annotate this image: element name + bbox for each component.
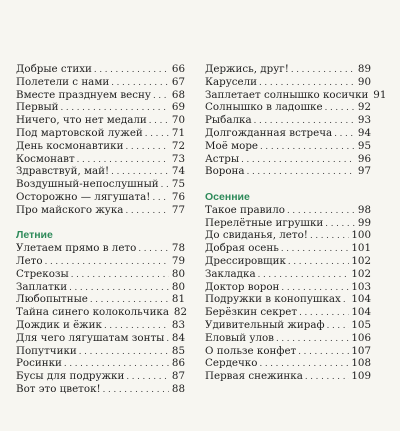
leader-dots <box>325 102 355 115</box>
entry-page: 93 <box>357 114 371 127</box>
entry-title: Моё море <box>205 139 259 152</box>
entry-page: 102 <box>351 254 371 267</box>
toc-entry <box>205 255 371 268</box>
entry-title: Доктор ворон <box>205 280 280 293</box>
entry-page: 73 <box>171 152 185 165</box>
section-heading-autumn: Осенние <box>205 190 250 203</box>
toc-entry <box>205 63 371 76</box>
toc-entry <box>16 140 185 153</box>
toc-entry <box>205 306 371 319</box>
entry-title: Космонавт <box>16 152 75 165</box>
leader-dots <box>166 333 169 346</box>
entry-title: Здравствуй, май! <box>16 165 110 178</box>
entry-title: Про майского жука <box>16 203 124 216</box>
entry-page: 67 <box>171 75 185 88</box>
toc-entry <box>205 293 371 306</box>
entry-page: 81 <box>171 293 185 306</box>
toc-column-right <box>205 63 387 383</box>
toc-entry <box>205 229 371 242</box>
section-spacer <box>205 178 371 191</box>
entry-title: Заплатки <box>16 280 68 293</box>
entry-title: Удивительный жираф <box>205 318 325 331</box>
entry-title: Такое правило <box>205 203 286 216</box>
entry-page: 91 <box>373 88 387 101</box>
entry-page: 96 <box>357 152 371 165</box>
entry-page: 98 <box>357 203 371 216</box>
toc-entry <box>205 370 371 383</box>
entry-page: 90 <box>357 75 371 88</box>
entry-title: День космонавтики <box>16 139 124 152</box>
toc-entry <box>16 76 185 89</box>
entry-title: Держись, друг! <box>205 63 289 75</box>
leader-dots <box>125 141 169 154</box>
entry-page: 76 <box>171 190 185 203</box>
entry-page: 92 <box>357 101 371 114</box>
toc-entry <box>205 165 371 178</box>
leader-dots <box>153 90 169 103</box>
entry-title: Лето <box>16 254 43 267</box>
entry-page: 71 <box>171 126 185 139</box>
entry-page: 83 <box>171 318 185 331</box>
toc-entry <box>16 101 185 114</box>
entry-title: Под мартовской лужей <box>16 126 143 139</box>
toc-entry <box>16 370 185 383</box>
toc-entry <box>205 127 371 140</box>
entry-page: 82 <box>173 306 188 319</box>
section-spacer <box>16 217 185 230</box>
entry-page: 106 <box>351 331 371 344</box>
entry-title: Тайна синего колокольчика <box>16 306 170 319</box>
entry-title: Долгожданная встреча <box>205 126 333 139</box>
toc-entry <box>16 153 185 166</box>
toc-entry <box>16 114 185 127</box>
entry-page: 88 <box>171 382 185 395</box>
toc-entry <box>205 101 371 114</box>
toc-entry <box>16 319 185 332</box>
entry-page: 78 <box>171 242 185 255</box>
toc-entry <box>16 191 185 204</box>
entry-title: Закладка <box>205 267 256 280</box>
leader-dots <box>298 346 349 359</box>
entry-page: 105 <box>351 318 371 331</box>
entry-title: Вот это цветок! <box>16 382 101 395</box>
entry-title: Воздушный-непослушный <box>16 178 159 191</box>
entry-page: 86 <box>171 357 185 370</box>
leader-dots <box>288 256 349 269</box>
entry-page: 69 <box>171 101 185 114</box>
toc-list-late-summer <box>205 63 387 178</box>
entry-title: Росинки <box>16 357 62 370</box>
toc-entry <box>16 268 185 281</box>
entry-title: Берёзкин секрет <box>205 306 298 319</box>
entry-title: До свиданья, лето! <box>205 229 308 242</box>
toc-entry <box>16 242 185 255</box>
toc-entry <box>16 178 185 191</box>
leader-dots <box>79 346 169 359</box>
entry-title: Первая снежинка <box>205 370 303 383</box>
entry-page: 80 <box>171 267 185 280</box>
toc-entry <box>205 268 371 281</box>
entry-title: Добрая осень <box>205 242 279 255</box>
entry-page: 85 <box>171 344 185 357</box>
entry-page: 70 <box>171 114 185 127</box>
entry-page: 109 <box>351 370 371 383</box>
toc-entry <box>205 332 371 345</box>
entry-page: 107 <box>351 344 371 357</box>
leader-dots <box>247 166 355 179</box>
toc-entry <box>16 345 185 358</box>
entry-page: 100 <box>351 229 371 242</box>
leader-dots <box>138 243 169 256</box>
entry-title: Любопытные <box>16 293 88 306</box>
entry-title: Стрекозы <box>16 267 69 280</box>
entry-page: 95 <box>357 139 371 152</box>
toc-entry <box>16 293 185 306</box>
entry-page: 108 <box>351 357 371 370</box>
entry-title: Заплетает солнышко косички <box>205 88 369 101</box>
toc-entry <box>205 345 371 358</box>
entry-title: Бусы для подружки <box>16 370 125 383</box>
toc-column-left <box>16 63 188 396</box>
leader-dots <box>152 192 169 205</box>
entry-title: Рыбалка <box>205 114 252 127</box>
entry-page: 80 <box>171 280 185 293</box>
leader-dots <box>71 269 169 282</box>
leader-dots <box>241 154 355 167</box>
toc-entry <box>205 281 371 294</box>
entry-title: Ничего, что нет медали <box>16 114 147 127</box>
entry-title: Карусели <box>205 75 258 88</box>
toc-entry <box>205 204 371 217</box>
leader-dots <box>126 371 169 384</box>
entry-title: Улетаем прямо в лето <box>16 242 137 255</box>
entry-title: Астры <box>205 152 240 165</box>
entry-page: 97 <box>357 165 371 178</box>
toc-entry <box>16 306 188 319</box>
toc-entry <box>16 383 185 396</box>
toc-entry <box>16 204 185 217</box>
entry-page: 84 <box>171 331 185 344</box>
entry-page: 72 <box>171 139 185 152</box>
entry-title: Сердечко <box>205 357 258 370</box>
leader-dots <box>281 243 350 256</box>
entry-title: Подружки в конопушках <box>205 293 341 306</box>
leader-dots <box>161 179 169 192</box>
toc-list-spring <box>16 63 185 217</box>
toc-entry <box>205 76 371 89</box>
entry-page: 99 <box>357 216 371 229</box>
entry-title: Добрые стихи <box>16 63 92 75</box>
leader-dots <box>305 371 349 384</box>
entry-title: Вместе празднуем весну <box>16 88 151 101</box>
toc-entry <box>205 217 371 230</box>
leader-dots <box>343 294 349 307</box>
toc-entry <box>16 332 185 345</box>
entry-page: 103 <box>351 280 371 293</box>
leader-dots <box>327 320 350 333</box>
toc-entry <box>16 63 185 76</box>
toc-entry <box>16 357 185 370</box>
toc-list-autumn <box>205 204 371 383</box>
entry-title: Дрессировщик <box>205 254 286 267</box>
toc-list-summer <box>16 242 188 396</box>
entry-page: 94 <box>357 126 371 139</box>
entry-title: Перелётные игрушки <box>205 216 324 229</box>
entry-title: Еловый улов <box>205 331 274 344</box>
toc-entry <box>205 114 371 127</box>
leader-dots <box>310 230 349 243</box>
entry-page: 102 <box>351 267 371 280</box>
entry-title: Для чего лягушатам зонты <box>16 331 165 344</box>
leader-dots <box>149 115 169 128</box>
toc-entry <box>205 140 371 153</box>
toc-entry <box>205 153 371 166</box>
entry-page: 68 <box>171 88 185 101</box>
toc-entry <box>16 127 185 140</box>
entry-title: Первый <box>16 101 59 114</box>
toc-entry <box>16 89 185 102</box>
entry-title: О пользе конфет <box>205 344 297 357</box>
entry-page: 74 <box>171 165 185 178</box>
entry-title: Дождик и ёжик <box>16 318 102 331</box>
entry-page: 87 <box>171 370 185 383</box>
entry-title: Солнышко в ладошке <box>205 101 323 114</box>
entry-title: Попутчики <box>16 344 77 357</box>
entry-title: Ворона <box>205 165 245 178</box>
entry-page: 89 <box>357 63 371 75</box>
entry-page: 66 <box>171 63 185 75</box>
entry-title: Осторожно — лягушата! <box>16 190 151 203</box>
leader-dots <box>125 205 169 218</box>
entry-page: 104 <box>351 293 371 306</box>
leader-dots <box>260 141 355 154</box>
toc-entry <box>205 319 371 332</box>
leader-dots <box>291 64 355 77</box>
entry-page: 75 <box>171 178 185 191</box>
entry-page: 104 <box>351 306 371 319</box>
entry-page: 77 <box>171 203 185 216</box>
toc-entry <box>16 165 185 178</box>
entry-page: 101 <box>351 242 371 255</box>
toc-entry <box>16 281 185 294</box>
toc-entry <box>205 88 387 102</box>
toc-entry <box>205 242 371 255</box>
section-heading-summer: Летние <box>16 229 53 242</box>
toc-entry <box>16 255 185 268</box>
leader-dots <box>145 128 169 141</box>
entry-title: Полетели с нами <box>16 75 110 88</box>
leader-dots <box>334 128 355 141</box>
entry-page: 79 <box>171 254 185 267</box>
toc-entry <box>205 357 371 370</box>
leader-dots <box>103 384 169 397</box>
